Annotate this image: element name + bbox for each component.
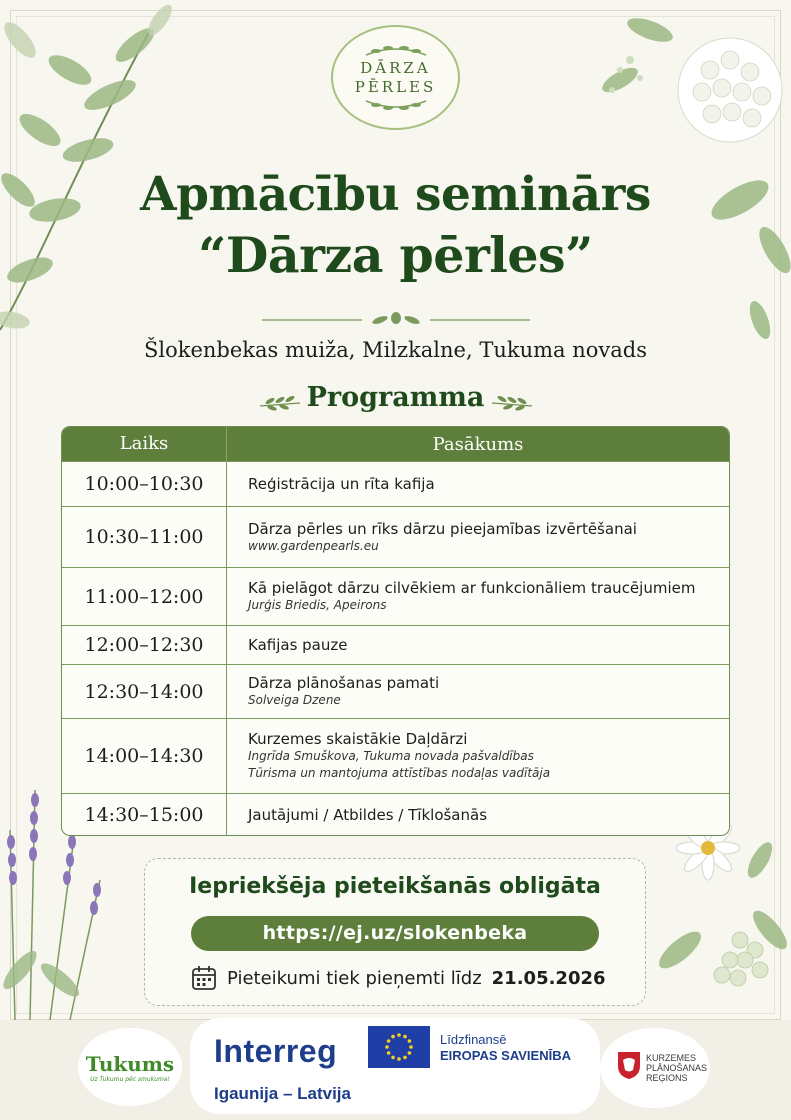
row-title: Dārza plānošanas pamati xyxy=(248,674,440,692)
row-title: Kā pielāgot dārzu cilvēkiem ar funkcionāliem traucējumiem xyxy=(248,579,696,597)
laurel-bottom-icon xyxy=(361,97,431,111)
table-row xyxy=(62,718,729,793)
row-time: 12:00–12:30 xyxy=(62,626,227,664)
table-row xyxy=(62,461,729,506)
registration-deadline xyxy=(191,965,606,991)
darza-perles-logo xyxy=(331,25,460,130)
eu-flag-icon xyxy=(368,1026,430,1068)
registration-heading: Iepriekšēja pieteikšanās obligāta xyxy=(189,874,601,899)
row-subtitle: Ingrīda Smuškova, Tukuma novada pašvaldības xyxy=(248,749,534,763)
kurzeme-line-1: KURZEMES xyxy=(646,1053,697,1063)
row-title: Jautājumi / Atbildes / Tīklošanās xyxy=(248,805,488,824)
table-row xyxy=(62,567,729,625)
table-row xyxy=(62,793,729,835)
leaf-right-icon xyxy=(490,394,534,412)
row-time: 10:00–10:30 xyxy=(62,462,227,506)
table-row xyxy=(62,664,729,718)
row-subtitle-2: Tūrisma un mantojuma attīstības nodaļas vadītāja xyxy=(248,766,551,780)
program-heading: Programma xyxy=(306,382,485,413)
table-header xyxy=(62,427,729,461)
deadline-text: Pieteikumi tiek pieņemti līdz xyxy=(227,967,482,989)
header-time: Laiks xyxy=(62,427,227,461)
page-title-line-2: “Dārza pērles” xyxy=(198,226,593,284)
registration-box xyxy=(144,858,646,1006)
row-subtitle: Jurģis Briedis, Apeirons xyxy=(248,598,387,612)
row-subtitle: www.gardenpearls.eu xyxy=(248,538,379,553)
kurzeme-line-3: REĢIONS xyxy=(646,1073,688,1083)
eu-line-1: Līdzfinansē xyxy=(440,1032,507,1047)
header-event: Pasākums xyxy=(432,433,524,455)
row-title: Kurzemes skaistākie Daļdārzi xyxy=(248,730,468,748)
row-title: Dārza pērles un rīks dārzu pieejamības izvērtēšanai xyxy=(248,519,637,538)
deadline-date: 21.05.2026 xyxy=(491,967,606,989)
page-title-line-1: Apmācību seminārs xyxy=(140,167,651,222)
tukums-slogan: Uz Tukumu pēc smukuma! xyxy=(90,1075,170,1083)
event-location: Šlokenbekas muiža, Milzkalne, Tukuma novads xyxy=(143,338,647,362)
row-title: Reģistrācija un rīta kafija xyxy=(248,475,435,493)
eu-line-2: EIROPAS SAVIENĪBA xyxy=(440,1048,571,1063)
interreg-subtitle: Igaunija – Latvija xyxy=(214,1084,351,1103)
eu-cofunding-text xyxy=(440,1032,571,1064)
table-row xyxy=(62,625,729,664)
logo-line-1: DĀRZA xyxy=(360,58,431,77)
tukums-logo xyxy=(78,1028,182,1106)
row-subtitle: Solveiga Dzene xyxy=(248,693,341,707)
kurzeme-crest-icon xyxy=(616,1050,642,1080)
registration-link[interactable]: https://ej.uz/slokenbeka xyxy=(191,916,599,951)
interreg-name: Interreg xyxy=(214,1033,338,1069)
row-time: 12:30–14:00 xyxy=(62,665,227,718)
program-table xyxy=(61,426,730,836)
row-time: 14:00–14:30 xyxy=(62,719,227,793)
kurzeme-line-2: PLĀNOŠANAS xyxy=(646,1063,708,1073)
calendar-icon xyxy=(191,965,217,991)
kurzeme-region-text xyxy=(646,1053,707,1083)
row-title: Kafijas pauze xyxy=(248,636,348,654)
leaf-divider-icon xyxy=(262,312,530,328)
tukums-name: Tukums xyxy=(85,1051,175,1076)
logo-line-2: PĒRLES xyxy=(354,77,437,96)
row-time: 10:30–11:00 xyxy=(62,507,227,567)
table-row xyxy=(62,506,729,567)
laurel-top-icon xyxy=(361,45,431,59)
row-time: 14:30–15:00 xyxy=(62,794,227,835)
row-time: 11:00–12:00 xyxy=(62,568,227,625)
